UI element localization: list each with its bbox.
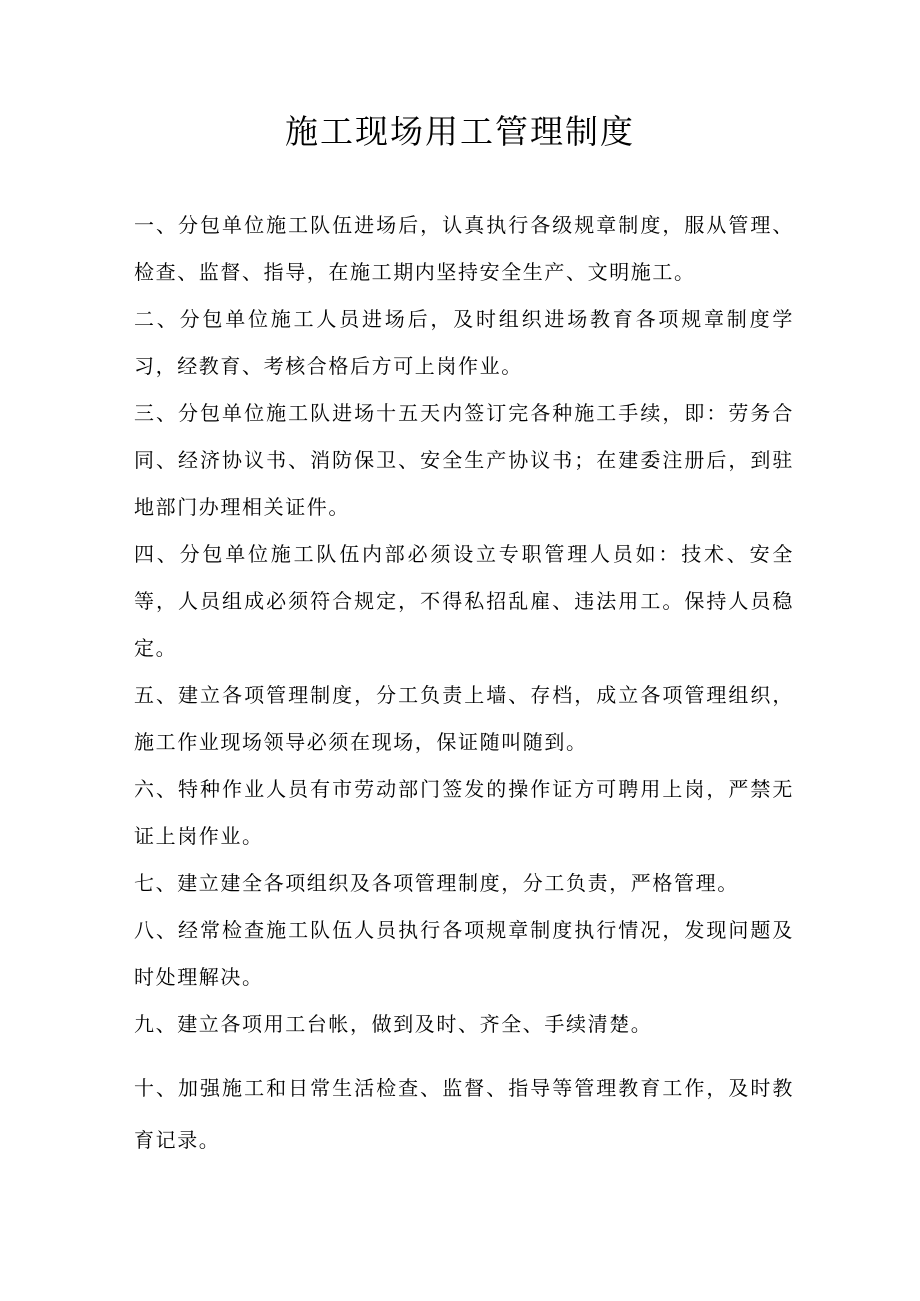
clause-5: 五、建立各项管理制度，分工负责上墙、存档，成立各项管理组织，施工作业现场领导必须在现场，保证随叫随到。	[134, 683, 794, 754]
clause-2: 二、分包单位施工人员进场后，及时组织进场教育各项规章制度学习，经教育、考核合格后方可上岗作业。	[134, 307, 794, 378]
clause-10: 十、加强施工和日常生活检查、监督、指导等管理教育工作，及时教育记录。	[134, 1076, 794, 1152]
document-body	[134, 202, 794, 1166]
clause-8: 八、经常检查施工队伍人员执行各项规章制度执行情况，发现问题及时处理解决。	[134, 918, 794, 989]
clause-1: 一、分包单位施工队伍进场后，认真执行各级规章制度，服从管理、检查、监督、指导，在施工期内坚持安全生产、文明施工。	[134, 213, 794, 284]
clause-6: 六、特种作业人员有市劳动部门签发的操作证方可聘用上岗，严禁无证上岗作业。	[134, 777, 794, 848]
clause-7: 七、建立建全各项组织及各项管理制度，分工负责，严格管理。	[134, 871, 739, 895]
clause-4: 四、分包单位施工队伍内部必须设立专职管理人员如：技术、安全等，人员组成必须符合规定，不得私招乱雇、违法用工。保持人员稳定。	[134, 542, 794, 660]
clause-9: 九、建立各项用工台帐，做到及时、齐全、手续清楚。	[134, 1012, 653, 1036]
clause-3: 三、分包单位施工队进场十五天内签订完各种施工手续，即：劳务合同、经济协议书、消防保卫、安全生产协议书；在建委注册后，到驻地部门办理相关证件。	[134, 401, 794, 519]
document-title: 施工现场用工管理制度	[285, 112, 635, 151]
